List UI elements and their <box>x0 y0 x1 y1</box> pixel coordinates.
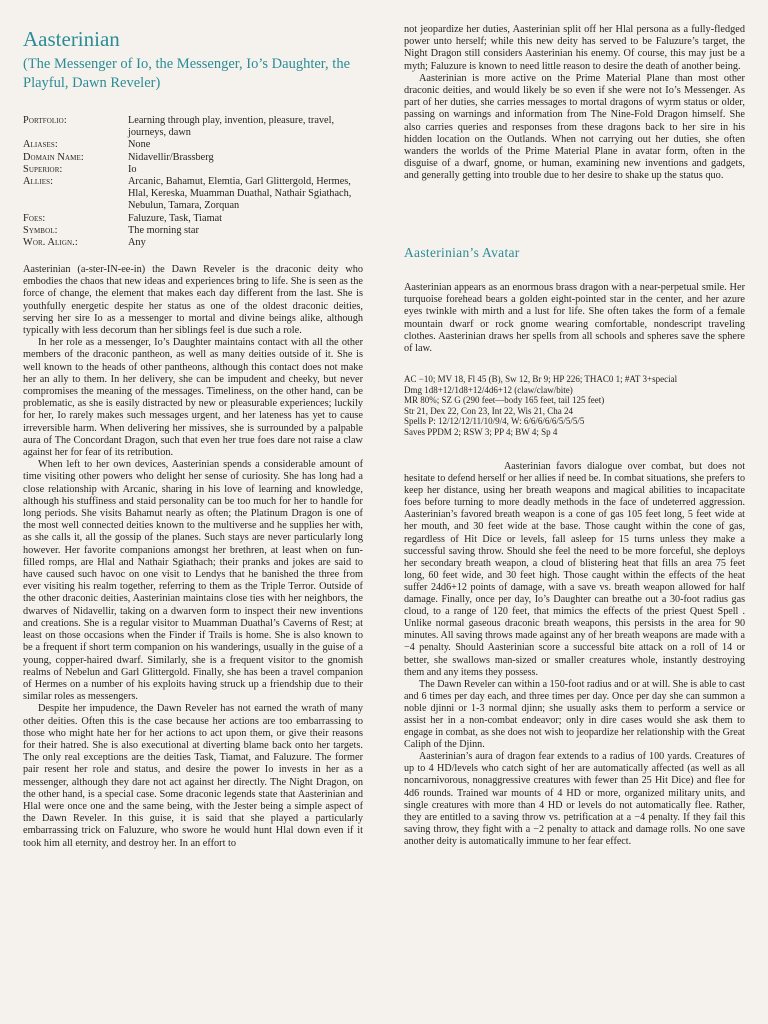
stat-value: The morning star <box>128 224 199 236</box>
stat-label: Foes: <box>23 212 46 224</box>
stat-row <box>23 139 363 151</box>
paragraph: Aasterinian is more active on the Prime Material Plane than most other draconic deities, and would likely be so even if she were not Io’s Messenger. As part of her duties, she carries messages to mortal dragons of wyrm status or older, passing on warnings and information from The Nine-Fold Dragon himself. She also carries queries and responses from these dragons back to her sire in his hidden location on the Outlands. When not carrying out her duties, she often wanders the worlds of the Prime Material Plane in avatar form, often in the disguise of a dwarf, gnome, or human, examining new inventions and gadgets, and generally getting into trouble due to her desire to shake up the status quo. <box>404 72 745 182</box>
paragraph: The Dawn Reveler can within a 150-foot radius and or at will. She is able to cast and 6 times per day each, and three times per day. Once per day she can summon a noble djinni or 1-3 normal djinn; she usually asks them to perform a service or assist her in a non-combat endeavor; only in dire cases would she ask them to engage in combat, as she does not wish to jeopardize her relationship with the Great Caliph of the Djinn. <box>404 678 745 751</box>
stat-value: Any <box>128 237 146 249</box>
paragraph: When left to her own devices, Aasterinian spends a considerable amount of time visiting other powers who delight her sense of curiosity. She has long had a close relationship with Arcanic, sharing in his love of learning and knowledge, although his stuffiness and staid personality can be too much for her to handle for long periods. She visits Bahamut nearly as often; the Platinum Dragon is one of the most well connected deities known to the multiverse and he supplies her with, as she calls it, all the gossip of the planes. Such stays are never particularly long however. Her favorite companions amongst her brethren, at least when on fun-filled romps, are Hlal and Nathair Sgiathach; their pranks and jokes are said to have caused such havoc on one visit to Lendys that he banished the three from ever visiting his realm together, referring to them as the Triple Terror. Outside of the other draconic deities, Aasterinian maintains close ties with her neighbors, the dwarves of Nidavellir, taking on a dwarven form to inspect their new inventions and creations. She is a regular visitor to Muamman Duathal’s Caverns of Rest; at least on those occasions when the Finder if Trails is home. She is also known to be a frequent if short term companion on his wanderings, usually in the guise of a young, copper-haired dwarf. Similarly, she is a frequent visitor to the gnomish realms of Nebelun and Garl Glittergold. Finally, she has been a travel companion of Hermes on a number of his exploits having struck up a friendship due to their similar roles as messengers. <box>23 459 363 703</box>
stat-row <box>23 237 363 249</box>
stat-line: Dmg 1d8+12/1d8+12/4d6+12 (claw/claw/bite) <box>404 384 573 395</box>
stat-row <box>23 213 363 225</box>
deity-stat-table <box>23 115 363 249</box>
paragraph: Despite her impudence, the Dawn Reveler has not earned the wrath of many other deities. Often this is the case because her actions are too embarrassing to those who might hate her for her actions to act upon them, or give their reasons for their hatred. She is also executional at diverting blame back onto her targets. The only real exceptions are the deities Task, Tiamat, and Faluzure. The former pair resent her role and status, and desire the power Io invests in her as a messenger, although they dare not act against her directly. The Night Dragon, on the other hand, is a special case. Some draconic legends state that Aasterinian and Hlal were once one and the same being, with the Jester being a simple aspect of the Dawn Reveler. In this guise, it is said that she played a particularly embarrassing trick on Faluzure, who swore he would hunt Hlal down even if it took him all eternity, and destroy her. In an effort to <box>23 703 363 849</box>
stat-label: Allies: <box>23 176 54 188</box>
stat-line: Saves PPDM 2; RSW 3; PP 4; BW 4; Sp 4 <box>404 426 558 437</box>
stat-line: MR 80%; SZ G (290 feet—body 165 feet, tail 125 feet) <box>404 395 605 406</box>
paragraph: Aasterinian favors dialogue over combat, but does not hesitate to defend herself or her allies if need be. In combat situations, she prefers to keep her distance, using her breath weapons and magical abilities to incapacitate foes before turning to more deadly methods in the face of undeterred aggression. Aasterinian’s favored breath weapon is a cone of gas 105 feet long, 5 feet wide at her mouth, and 30 feet wide at the base. Those caught within the cone of gas, regardless of Hit Dice or levels, fall asleep for 15 turns unless they make a successful saving throw. Should she feel the need to be more forceful, she deploys her secondary breath weapon, a cloud of blistering heat that fills an area 75 feet long, 60 feet wide, and 30 feet high. Those caught within the effects of the heat suffer 24d6+12 points of damage, with a save vs. breath weapon allowed for half damage. Finally, once per day, Io’s Daughter can breathe out a 30-foot radius gas cloud, to a range of 120 feet, that mimics the effects of the priest Quest Spell . Unlike normal gaseous draconic breath weapons, this persists in the area for 90 minutes. All saving throws made against any of her breath weapons are made with a −4 penalty. Should Aasterinian score a successful bite attack on a roll of 14 or better, she swallows man-sized or smaller creatures whole, instantly destroying them and any items they possess. <box>404 461 745 678</box>
paragraph: Aasterinian’s aura of dragon fear extends to a radius of 100 yards. Creatures of up to 4 HD/levels who catch sight of her are automatically affected (as well as all noncarnivorous, nonaggressive creatures with fewer than 25 Hit Dice) and flee for 4d6 rounds. Trained war mounts of 4 HD or more, organized military units, and single creatures with more than 4 HD or levels do not automatically flee. Rather, they are entitled to a saving throw vs. petrification at a −4 penalty. If they fail this saving throw, they fight with a −2 penalty to attack and damage rolls. No one save another deity is automatically immune to her fear effect. <box>404 751 745 847</box>
left-column-body <box>23 264 363 850</box>
stat-value: Learning through play, invention, pleasure, travel, journeys, dawn <box>128 115 335 139</box>
stat-line: Str 21, Dex 22, Con 23, Int 22, Wis 21, Cha 24 <box>404 405 573 416</box>
stat-label: Aliases: <box>23 139 58 151</box>
stat-label: Portfolio: <box>23 115 67 126</box>
stat-value: Nidavellir/Brassberg <box>128 151 214 163</box>
deity-epithets: (The Messenger of Io, the Messenger, Io’s Daughter, the Playful, Dawn Reveler) <box>23 56 351 91</box>
page-title: Aasterinian <box>23 27 120 51</box>
stat-label: Wor. Align.: <box>23 237 78 249</box>
paragraph: In her role as a messenger, Io’s Daughter maintains contact with all the other members of the draconic pantheon, as well as many deities outside of it. She is well known to the heads of other pantheons, although this contact does not make her an ally to them. In her delivery, she can be impudent and cheeky, but never compromises the meaning of the messages. Timeliness, on the other hand, can be problematic, as she is easily distracted by new or pleasurable experiences; luckily for her, Io rarely makes such messages urgent, and her lateness has yet to cause irreversible harm. When delivering her missives, she is surrounded by a palpable aura of The Concordant Dragon, such that even her true foes dare not raise a claw against her for fear of its retribution. <box>23 337 363 459</box>
paragraph: Aasterinian (a-ster-IN-ee-in) the Dawn Reveler is the draconic deity who embodies the chaos that new ideas and experiences bring to life. She is seen as the force of change, the element that makes each day different from the last. She is youthfully energetic despite her status as one of the oldest draconic deities, serving her sire Io as a messenger to mortal and divine beings alike, although typically with less decorum than her siblings feel is due such a role. <box>23 264 363 337</box>
paragraph: Aasterinian appears as an enormous brass dragon with a near-perpetual smile. Her turquoise forehead bears a golden eight-pointed star in the center, and her azure eyes twinkle with mirth and a lust for life. She often takes the form of a female mountain dwarf or rock gnome wearing comfortable, nondescript traveling clothes. Aasterinian draws her spells from all schools and spheres save the sphere of law. <box>404 282 745 355</box>
paragraph: not jeopardize her duties, Aasterinian split off her Hlal persona as a fully-fledged power unto herself; while this new deity has served to be Faluzure’s target, the Night Dragon still considers Aasterinian his enemy. Of course, this may just be a myth; Faluzure is known to need little reason to desire the death of another being. <box>404 24 745 72</box>
stat-row <box>23 164 363 176</box>
stat-line: Spells P: 12/12/12/11/10/9/4, W: 6/6/6/6/6/5/5/5/5 <box>404 416 585 427</box>
avatar-description <box>404 282 745 355</box>
stat-row <box>23 152 363 164</box>
stat-row <box>23 225 363 237</box>
stat-label: Domain Name: <box>23 151 84 163</box>
stat-label: Superior: <box>23 163 63 175</box>
stat-value: Faluzure, Task, Tiamat <box>128 212 223 224</box>
stat-value: Arcanic, Bahamut, Elemtia, Garl Glittergold, Hermes, Hlal, Kereska, Muamman Duathal, Nathair Sgiathach, Nebulun, Tamara, Zorquan <box>128 176 352 212</box>
avatar-section-heading: Aasterinian’s Avatar <box>404 245 520 260</box>
combat-section <box>404 461 745 848</box>
stat-row <box>23 176 363 213</box>
stat-value: None <box>128 139 151 151</box>
stat-value: Io <box>128 163 137 175</box>
stat-row <box>23 115 363 139</box>
avatar-stat-block <box>404 374 745 438</box>
stat-line: AC −10; MV 18, Fl 45 (B), Sw 12, Br 9; HP 226; THAC0 1; #AT 3+special <box>404 374 678 384</box>
stat-label: Symbol: <box>23 224 58 236</box>
right-column-top <box>404 24 745 183</box>
